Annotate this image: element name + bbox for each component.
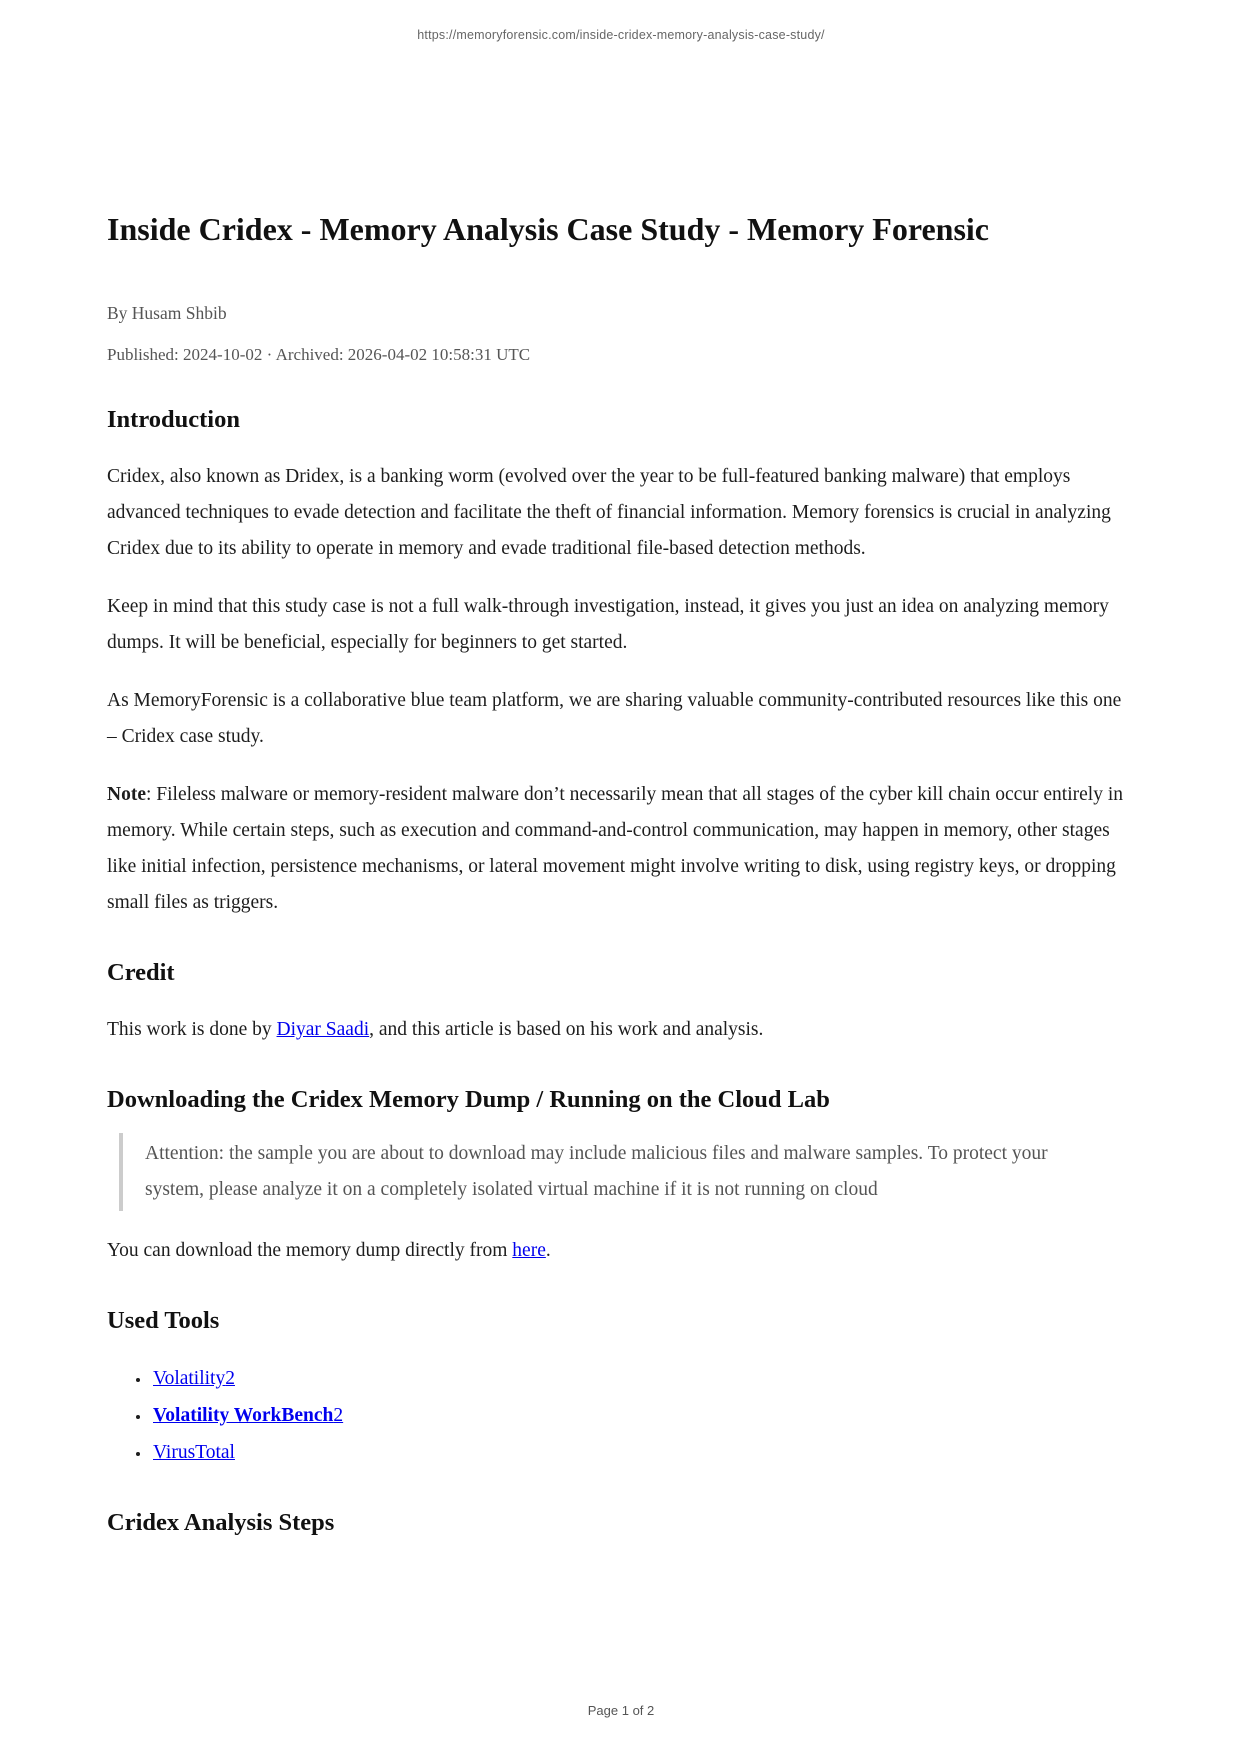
used-tools-list (107, 1360, 1135, 1471)
download-text-before-link: You can download the memory dump directly from (107, 1240, 513, 1261)
download-text-after-link: . (545, 1240, 551, 1261)
article-content (107, 0, 1135, 1538)
attention-quote-text: Attention: the sample you are about to download may include malicious files and malware samples. To protect your system, please analyze it on a completely isolated virtual machine if it is not running on cloud (145, 1143, 1048, 1200)
diyar-saadi-link[interactable]: Diyar Saadi (276, 1019, 370, 1040)
article-byline: By Husam Shbib (107, 303, 227, 323)
print-header-url: https://memoryforensic.com/inside-cridex-memory-analysis-case-study/ (417, 28, 825, 42)
download-here-link[interactable]: here (512, 1240, 546, 1261)
intro-paragraph-1: Cridex, also known as Dridex, is a banking worm (evolved over the year to be full-featured banking malware) that employs advanced techniques to evade detection and facilitate the theft of financial information. Memory forensics is crucial in analyzing Cridex due to its ability to operate in memory and evade traditional file-based detection methods. (107, 466, 1111, 559)
section-heading-credit: Credit (107, 959, 175, 986)
section-heading-download: Downloading the Cridex Memory Dump / Running on the Cloud Lab (107, 1086, 830, 1113)
intro-paragraph-3: As MemoryForensic is a collaborative blue team platform, we are sharing valuable community-contributed resources like this one – Cridex case study. (107, 690, 1122, 747)
page-number-indicator: Page 1 of 2 (587, 1703, 655, 1718)
section-heading-analysis-steps: Cridex Analysis Steps (107, 1509, 335, 1536)
intro-note-paragraph (107, 777, 1135, 921)
tool-link-label: Volatility (153, 1368, 226, 1389)
credit-text-after-link: , and this article is based on his work and analysis. (369, 1019, 764, 1040)
tool-link-label: Volatility WorkBench (153, 1405, 334, 1426)
credit-text-before-link: This work is done by (107, 1019, 277, 1040)
note-label: Note (107, 784, 146, 805)
intro-paragraph-2: Keep in mind that this study case is not a full walk-through investigation, instead, it gives you just an idea on analyzing memory dumps. It will be beneficial, especially for beginners to get started. (107, 596, 1109, 653)
virustotal-link[interactable] (153, 1442, 235, 1463)
section-heading-introduction: Introduction (107, 406, 240, 433)
page-title: Inside Cridex - Memory Analysis Case Study - Memory Forensic (107, 211, 989, 247)
note-body-text: : Fileless malware or memory-resident malware don’t necessarily mean that all stages of the cyber kill chain occur entirely in memory. While certain steps, such as execution and command-and-control communication, may happen in memory, other stages like initial infection, persistence mechanisms, or lateral movement might involve writing to disk, using registry keys, or dropping small files as triggers. (107, 784, 1123, 913)
article-published-archived-meta: Published: 2024-10-02 · Archived: 2026-04-02 10:58:31 UTC (107, 345, 531, 364)
attention-blockquote (119, 1133, 1135, 1211)
download-paragraph (107, 1233, 1135, 1269)
list-item (151, 1397, 1135, 1434)
tool-link-ref: 2 (225, 1368, 235, 1389)
credit-paragraph (107, 1012, 1135, 1048)
volatility-workbench-link[interactable] (153, 1405, 343, 1426)
volatility2-link[interactable] (153, 1368, 235, 1389)
list-item (151, 1360, 1135, 1397)
tool-link-ref: 2 (333, 1405, 344, 1426)
list-item (151, 1434, 1135, 1471)
tool-link-label: VirusTotal (153, 1442, 235, 1463)
section-heading-used-tools: Used Tools (107, 1307, 220, 1334)
